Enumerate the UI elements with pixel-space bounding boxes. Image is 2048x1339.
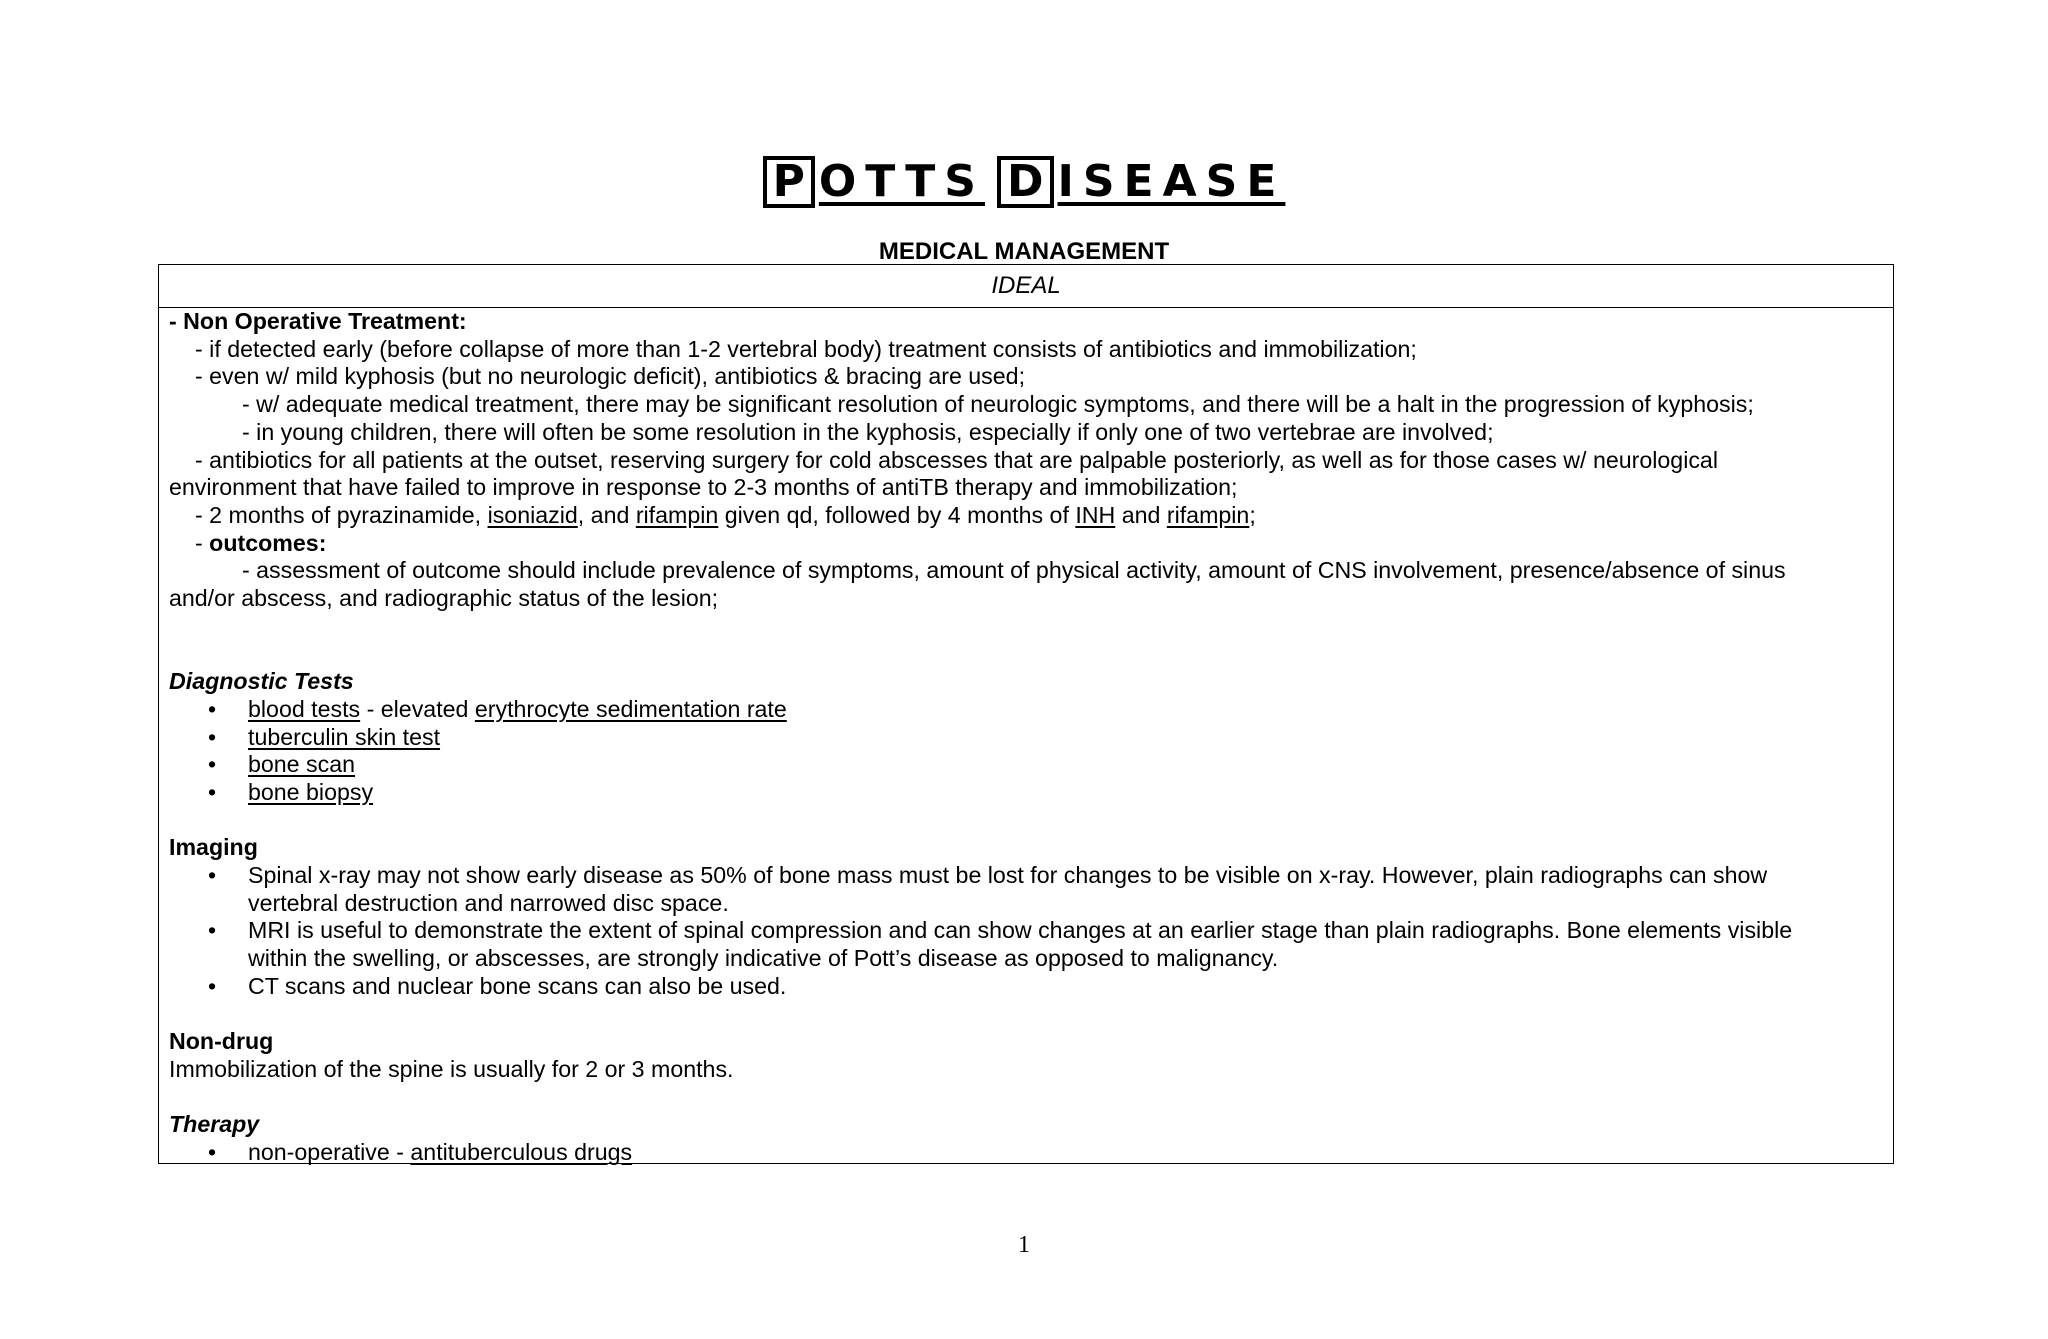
inh-link[interactable]: INH (1075, 501, 1116, 528)
title-initial-p: P (763, 156, 815, 208)
list-item: • blood tests - elevated erythrocyte sedimentation rate (208, 695, 787, 722)
bullet-icon: • (208, 723, 217, 750)
drug-regimen-line: - 2 months of pyrazinamide, isoniazid, and rifampin given qd, followed by 4 months of INH and rifampin; (195, 501, 1256, 528)
bullet-icon: • (208, 695, 217, 722)
text-line: environment that have failed to improve in response to 2-3 months of antiTB therapy and immobilization; (169, 474, 1238, 501)
bullet-icon: • (208, 917, 217, 944)
document-title (0, 156, 2048, 208)
diagnostic-tests-list (169, 696, 1883, 807)
page-number: 1 (1018, 1232, 1030, 1258)
management-table (158, 264, 1894, 1164)
non-operative-heading: - Non Operative Treatment: (169, 308, 467, 334)
list-item (169, 779, 1883, 807)
rifampin-link[interactable]: rifampin (1166, 501, 1250, 528)
table-header-ideal: IDEAL (159, 265, 1893, 308)
non-drug-heading: Non-drug (169, 1028, 274, 1055)
title-word-otts: OTTS (818, 156, 985, 207)
list-item: • MRI is useful to demonstrate the extent of spinal compression and can show changes at an earlier stage than plain radiographs. Bone elements visible (208, 917, 1793, 944)
list-item (169, 751, 1883, 779)
esr-link[interactable]: erythrocyte sedimentation rate (474, 695, 787, 722)
text-line: - in young children, there will often be some resolution in the kyphosis, especially if only one of two vertebrae are involved; (242, 418, 1494, 445)
non-drug-text: Immobilization of the spine is usually for 2 or 3 months. (169, 1055, 734, 1082)
text-line: - if detected early (before collapse of more than 1-2 vertebral body) treatment consists of antibiotics and immobilization; (195, 335, 1417, 362)
text-line: - w/ adequate medical treatment, there may be significant resolution of neurologic symptoms, and there will be a halt in the progression of kyphosis; (242, 391, 1754, 418)
imaging-heading: Imaging (169, 834, 258, 861)
text-line: - antibiotics for all patients at the outset, reserving surgery for cold abscesses that are palpable posteriorly, as well as for those cases w/ neurological (195, 446, 1718, 473)
bone-biopsy-link[interactable]: bone biopsy (248, 778, 374, 805)
antituberculous-drugs-link[interactable]: antituberculous drugs (410, 1139, 633, 1166)
bullet-icon: • (208, 751, 217, 778)
diagnostic-tests-heading: Diagnostic Tests (169, 668, 354, 695)
title-word-isease: ISEASE (1057, 156, 1286, 207)
text-line: - even w/ mild kyphosis (but no neurologic deficit), antibiotics & bracing are used; (195, 363, 1026, 390)
list-item-continuation: vertebral destruction and narrowed disc space. (248, 889, 729, 916)
imaging-list (169, 862, 1883, 1001)
list-item: • non-operative - antituberculous drugs (208, 1139, 633, 1166)
text-line: and/or abscess, and radiographic status of the lesion; (169, 585, 719, 612)
bullet-icon: • (208, 778, 217, 805)
blood-tests-link[interactable]: blood tests (248, 695, 361, 722)
therapy-heading: Therapy (169, 1111, 260, 1138)
list-item: • Spinal x-ray may not show early disease as 50% of bone mass must be lost for changes to be visible on x-ray. However, plain radiographs can show (208, 862, 1768, 889)
bullet-icon: • (208, 862, 217, 889)
section-subtitle: MEDICAL MANAGEMENT (878, 238, 1170, 265)
therapy-list (169, 1139, 1883, 1167)
list-item (169, 724, 1883, 752)
text-line: - assessment of outcome should include prevalence of symptoms, amount of physical activity, amount of CNS involvement, presence/absence of sinus (242, 557, 1786, 584)
title-initial-d: D (997, 156, 1054, 208)
isoniazid-link[interactable]: isoniazid (487, 501, 578, 528)
tuberculin-skin-test-link[interactable]: tuberculin skin test (248, 723, 441, 750)
table-content (159, 308, 1893, 1167)
outcomes-heading: - outcomes: (195, 529, 327, 556)
bone-scan-link[interactable]: bone scan (248, 751, 356, 778)
rifampin-link[interactable]: rifampin (635, 501, 719, 528)
list-item-continuation: within the swelling, or abscesses, are strongly indicative of Pott’s disease as opposed to malignancy. (248, 945, 1279, 972)
bullet-icon: • (208, 1139, 217, 1166)
list-item: • CT scans and nuclear bone scans can also be used. (208, 972, 787, 999)
bullet-icon: • (208, 972, 217, 999)
